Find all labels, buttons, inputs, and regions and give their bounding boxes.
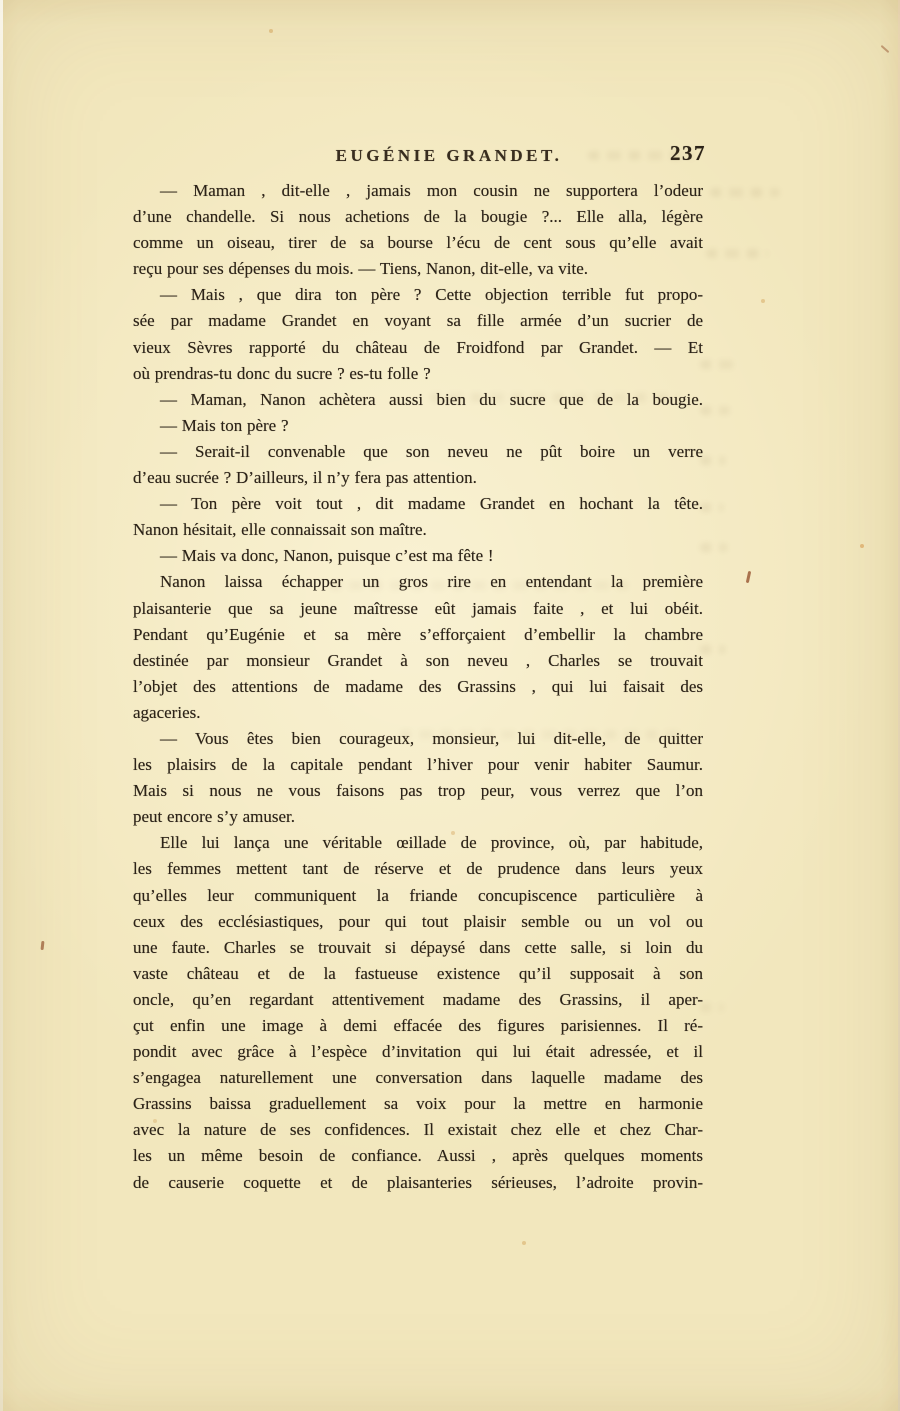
text-line: — Mais va donc, Nanon, puisque c’est ma fête ! [160, 546, 494, 566]
show-through-ghost [700, 645, 726, 654]
text-line: — Ton père voit tout , dit madame Grandet en hochant la tête. [160, 494, 703, 514]
text-line: pondit avec grâce à l’espèce d’invitation qui lui était adressée, et il [133, 1042, 703, 1062]
text-line: d’une chandelle. Si nous achetions de la bougie ?... Elle alla, légère [133, 207, 703, 227]
show-through-ghost [700, 360, 734, 369]
text-line: vaste château et de la fastueuse existence qu’il supposait à son [133, 963, 703, 983]
show-through-ghost [706, 249, 768, 258]
running-title: EUGÉNIE GRANDET. [335, 146, 563, 165]
text-line: reçu pour ses dépenses du mois. — Tiens, Nanon, dit-elle, va vite. [133, 259, 588, 279]
body-text [133, 178, 703, 1196]
page-number: 237 [670, 141, 706, 165]
text-line: Elle lui lança une véritable œillade de province, où, par habitude, [160, 833, 703, 853]
text-line: où prendras-tu donc du sucre ? es-tu folle ? [133, 363, 431, 383]
text-line: çut enfin une image à demi effacée des figures parisiennes. Il ré- [133, 1016, 703, 1035]
scan-edge-left [0, 0, 3, 1411]
text-line: destinée par monsieur Grandet à son neveu , Charles se trouvait [133, 650, 703, 670]
stray-ink-mark-right [746, 571, 751, 583]
text-line: — Vous êtes bien courageux, monsieur, lui dit-elle, de quitter [160, 728, 703, 748]
text-line: — Maman, Nanon achètera aussi bien du sucre que de la bougie. [160, 389, 703, 409]
paper-fiber-specks [0, 0, 2, 2]
text-line: les plaisirs de la capitale pendant l’hiver pour venir habiter Saumur. [133, 755, 703, 775]
text-line: Nanon laissa échapper un gros rire en entendant la première [160, 572, 703, 592]
text-line: — Mais , que dira ton père ? Cette objection terrible fut propo- [160, 285, 703, 305]
text-line: ceux des ecclésiastiques, pour qui tout plaisir semble ou un vol ou [133, 911, 703, 931]
text-line: les un même besoin de confiance. Aussi , après quelques moments [133, 1146, 703, 1166]
text-line: l’objet des attentions de madame des Grassins , qui lui faisait des [133, 676, 703, 696]
text-line: oncle, qu’en regardant attentivement madame des Grassins, il aper- [133, 989, 703, 1009]
text-line: Nanon hésitait, elle connaissait son maître. [133, 520, 427, 540]
text-line: sée par madame Grandet en voyant sa fille armée d’un sucrier de [133, 311, 703, 331]
text-line: avec la nature de ses confidences. Il existait chez elle et chez Char- [133, 1120, 703, 1140]
text-line: plaisanterie que sa jeune maîtresse eût jamais faite , et lui obéit. [133, 598, 703, 618]
show-through-ghost [700, 456, 726, 465]
text-line: Grassins baissa graduellement sa voix pour la mettre en harmonie [133, 1094, 703, 1114]
text-line: comme un oiseau, tirer de sa bourse l’écu de cent sous qu’elle avait [133, 233, 703, 253]
text-line: une faute. Charles se trouvait si dépaysé dans cette salle, si loin du [133, 937, 703, 957]
text-line: s’engagea naturellement une conversation dans laquelle madame des [133, 1068, 703, 1088]
text-line: — Mais ton père ? [160, 415, 289, 435]
stray-ink-mark-left [41, 941, 44, 950]
show-through-ghost [700, 503, 724, 512]
text-line: agaceries. [133, 702, 201, 722]
show-through-ghost [700, 543, 728, 552]
text-line: peut encore s’y amuser. [133, 807, 295, 827]
text-line: — Serait-il convenable que son neveu ne pût boire un verre [160, 441, 703, 461]
show-through-ghost [700, 1003, 724, 1012]
text-line: les femmes mettent tant de réserve et de prudence dans leurs yeux [133, 859, 703, 879]
stray-ink-mark-corner [881, 45, 890, 53]
text-line: vieux Sèvres rapporté du château de Froidfond par Grandet. — Et [133, 337, 703, 357]
show-through-ghost [700, 406, 730, 415]
text-line: d’eau sucrée ? D’ailleurs, il n’y fera pas attention. [133, 468, 477, 488]
text-line: qu’elles leur communiquent la friande concupiscence particulière à [133, 885, 703, 905]
text-line: Pendant qu’Eugénie et sa mère s’efforçaient d’embellir la chambre [133, 624, 703, 644]
text-line: de causerie coquette et de plaisanteries sérieuses, l’adroite provin- [133, 1172, 703, 1192]
text-line: — Maman , dit-elle , jamais mon cousin ne supportera l’odeur [160, 181, 703, 200]
text-line: Mais si nous ne vous faisons pas trop peur, vous verrez que l’on [133, 781, 703, 801]
show-through-ghost [710, 188, 780, 197]
